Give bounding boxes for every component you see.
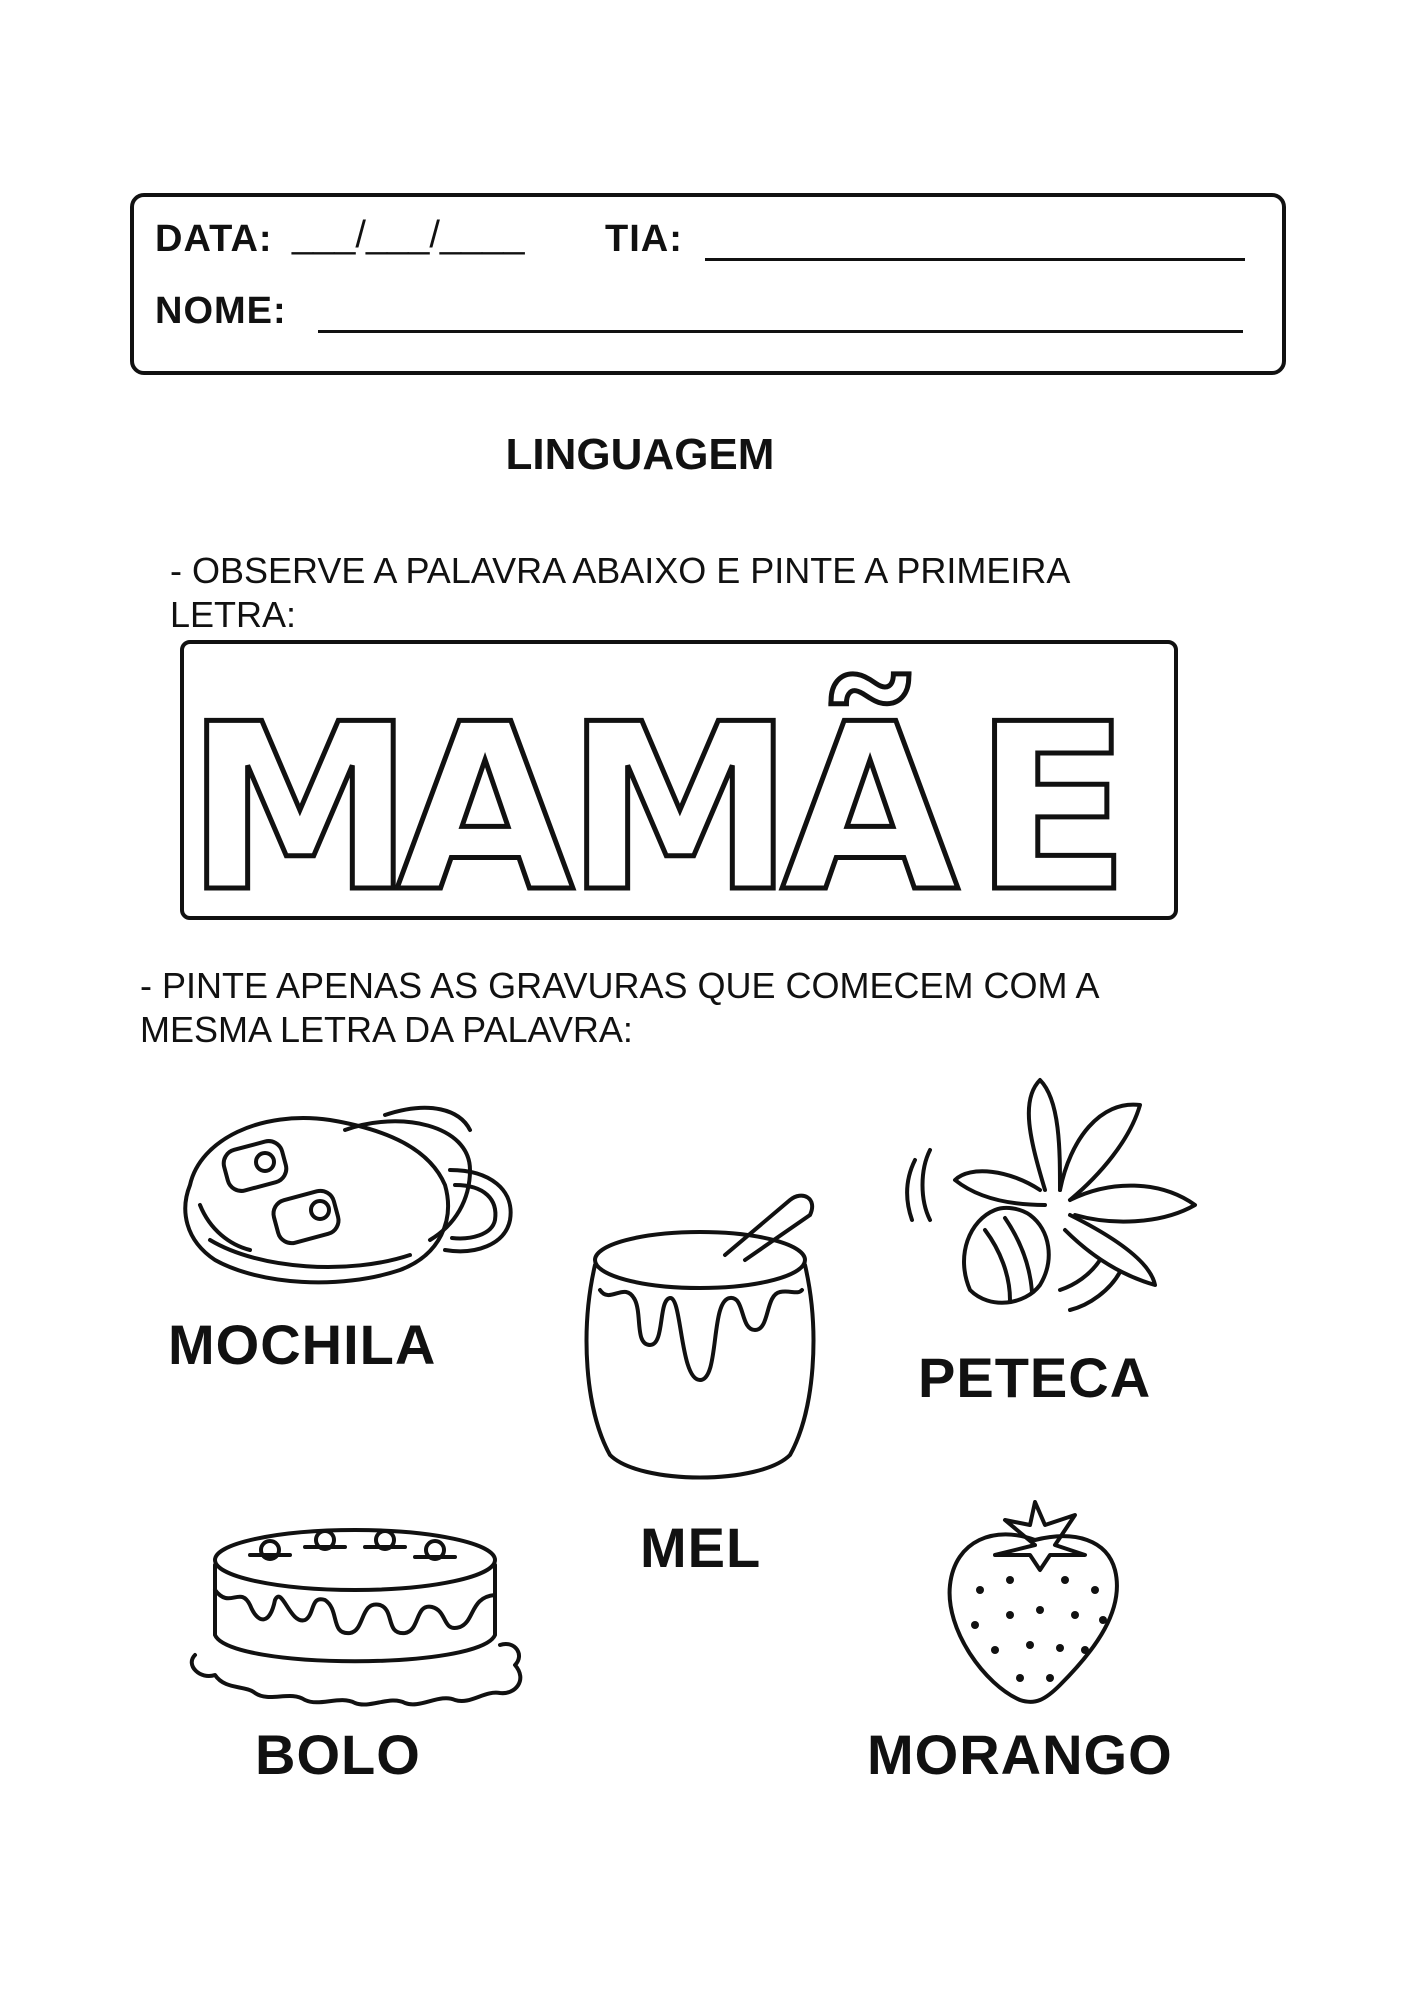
outlined-letter-a1[interactable]: A: [395, 676, 575, 920]
name-label: NOME:: [155, 290, 287, 332]
date-field[interactable]: ___/___/____: [292, 214, 525, 256]
instruction-2-line2: MESMA LETRA DA PALAVRA:: [140, 1009, 633, 1050]
backpack-illustration[interactable]: [170, 1090, 530, 1300]
instruction-1-line1: - OBSERVE A PALAVRA ABAIXO E PINTE A PRIMEIRA: [170, 550, 1071, 591]
label-morango: MORANGO: [867, 1723, 1173, 1786]
honey-pot-illustration[interactable]: [570, 1180, 830, 1500]
shuttlecock-illustration[interactable]: [900, 1060, 1220, 1330]
outlined-letter-m2[interactable]: M: [565, 676, 795, 920]
instruction-2-line1: - PINTE APENAS AS GRAVURAS QUE COMECEM COM A: [140, 965, 1100, 1006]
cake-illustration[interactable]: [170, 1515, 540, 1715]
outlined-word: [180, 640, 1178, 920]
label-mel: MEL: [640, 1516, 762, 1579]
outlined-letter-a-tilde[interactable]: Ã: [780, 676, 960, 920]
tia-field-line[interactable]: [705, 258, 1245, 261]
label-peteca: PETECA: [918, 1346, 1152, 1409]
date-label: DATA:: [155, 218, 273, 260]
label-bolo: BOLO: [255, 1723, 421, 1786]
strawberry-illustration[interactable]: [935, 1500, 1135, 1710]
outlined-letter-m1[interactable]: M: [185, 676, 415, 920]
outlined-letter-e[interactable]: E: [973, 676, 1131, 920]
name-field-line[interactable]: [318, 330, 1243, 333]
section-title: LINGUAGEM: [505, 430, 775, 479]
tia-label: TIA:: [605, 218, 683, 260]
instruction-1-line2: LETRA:: [170, 594, 297, 635]
label-mochila: MOCHILA: [168, 1313, 437, 1376]
